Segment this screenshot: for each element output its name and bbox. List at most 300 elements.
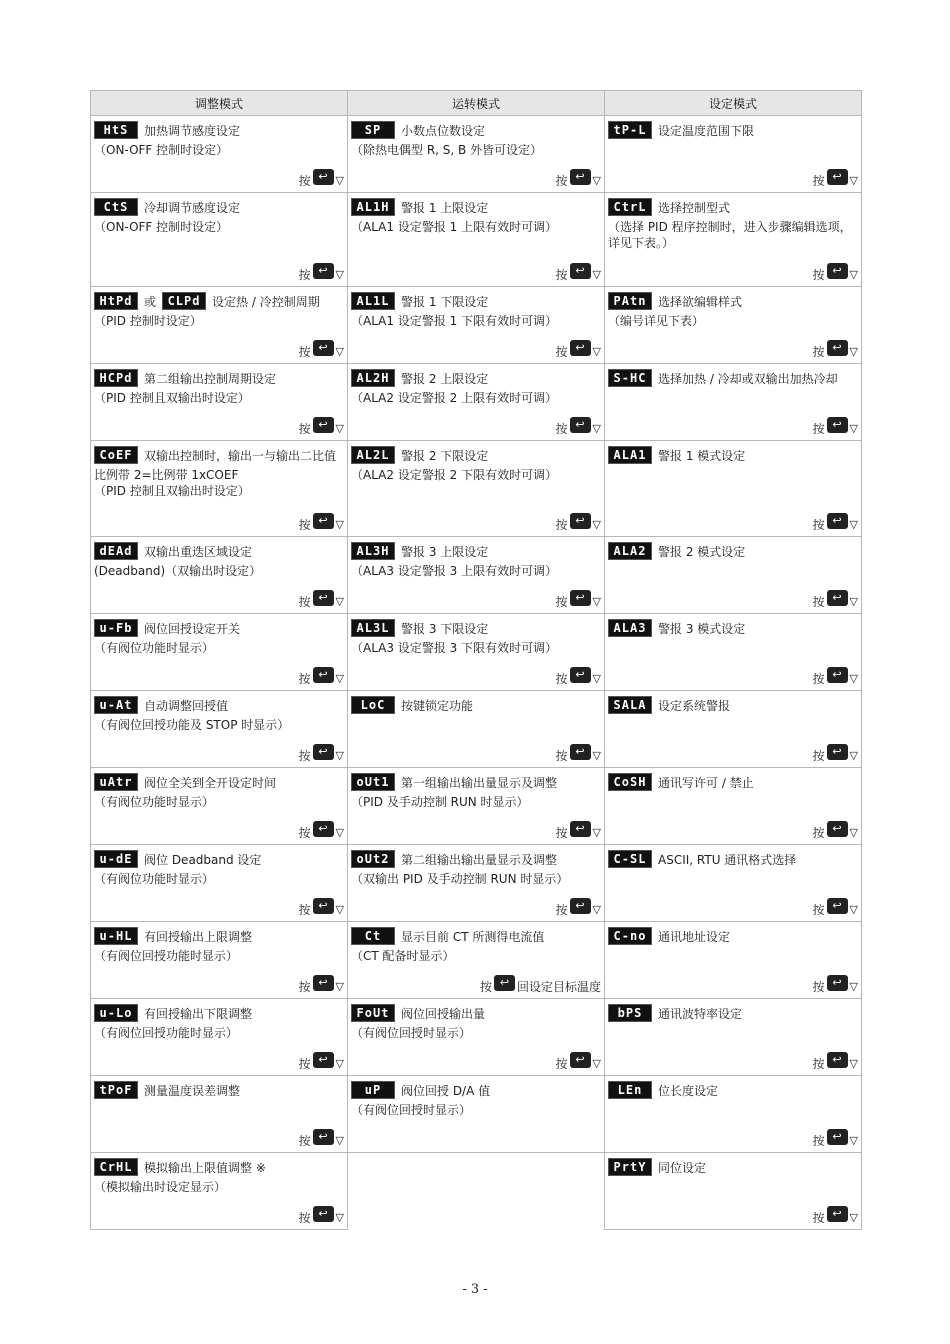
return-key-icon: ↩ (827, 417, 848, 433)
down-triangle-icon: ▽ (335, 1057, 344, 1070)
lcd-code-display: uAtr (94, 773, 138, 791)
press-label: 按 (298, 903, 311, 917)
down-triangle-icon: ▽ (849, 1211, 858, 1224)
parameter-cell (605, 999, 862, 1076)
lcd-code-display: u-At (94, 696, 138, 714)
return-key-icon: ↩ (827, 667, 848, 683)
down-triangle-icon: ▽ (849, 749, 858, 762)
press-label: 按 (812, 268, 825, 282)
parameter-cell (91, 116, 348, 193)
press-label: 按 (298, 422, 311, 436)
down-triangle-icon: ▽ (849, 595, 858, 608)
parameter-note: （ALA1 设定警报 1 上限有效时可调） (351, 220, 558, 234)
press-key-hint (479, 975, 601, 995)
return-key-icon: ↩ (313, 1052, 334, 1068)
parameter-title: 第二组输出控制周期设定 (144, 372, 277, 386)
lcd-code-display: AL2L (351, 446, 395, 464)
parameter-cell (91, 614, 348, 691)
lcd-code-display: tP-L (608, 121, 652, 139)
press-label: 按 (555, 268, 568, 282)
press-label: 按 (298, 345, 311, 359)
down-triangle-icon: ▽ (335, 174, 344, 187)
parameter-title: 阀位 Deadband 设定 (144, 853, 262, 867)
press-key-hint (298, 263, 344, 283)
parameter-note: （有阀位回授功能时显示） (94, 1026, 239, 1040)
parameter-title: 警报 2 模式设定 (658, 545, 746, 559)
press-label: 按 (555, 672, 568, 686)
parameter-note: （ALA3 设定警报 3 上限有效时可调） (351, 564, 558, 578)
lcd-code-display: PrtY (608, 1158, 652, 1176)
header-adjust-mode: 调整模式 (91, 91, 348, 116)
parameter-title: 显示目前 CT 所测得电流值 (401, 930, 545, 944)
parameter-title: 选择欲编辑样式 (658, 295, 743, 309)
parameter-title: 警报 3 下限设定 (401, 622, 489, 636)
press-key-hint (298, 417, 344, 437)
lcd-code-display: LoC (351, 696, 395, 714)
press-key-hint (298, 340, 344, 360)
parameter-title: 通讯波特率设定 (658, 1007, 743, 1021)
return-key-icon: ↩ (827, 1206, 848, 1222)
lcd-code-display: tPoF (94, 1081, 138, 1099)
parameter-title: 第一组输出输出量显示及调整 (401, 776, 558, 790)
return-key-icon: ↩ (313, 340, 334, 356)
lcd-code-display: FoUt (351, 1004, 395, 1022)
down-triangle-icon: ▽ (335, 749, 344, 762)
parameter-title: 双输出重迭区域设定 (144, 545, 253, 559)
return-key-icon: ↩ (827, 263, 848, 279)
lcd-code-display: Ct (351, 927, 395, 945)
press-label: 按 (812, 518, 825, 532)
parameter-note: （ALA2 设定警报 2 上限有效时可调） (351, 391, 558, 405)
parameter-note: 比例带 2=比例带 1xCOEF （PID 控制且双输出时设定） (94, 468, 250, 498)
parameter-title: 设定温度范围下限 (658, 124, 755, 138)
lcd-code-display: u-dE (94, 850, 138, 868)
parameter-title: 选择控制型式 (658, 201, 731, 215)
parameter-title: 阀位回授输出量 (401, 1007, 486, 1021)
press-label: 按 (812, 826, 825, 840)
lcd-code-display: AL3H (351, 542, 395, 560)
lcd-code-display: SP (351, 121, 395, 139)
lcd-code-display: PAtn (608, 292, 652, 310)
parameter-cell (348, 691, 605, 768)
parameter-cell (348, 768, 605, 845)
table-row (91, 1076, 862, 1153)
return-key-icon: ↩ (313, 590, 334, 606)
down-triangle-icon: ▽ (592, 518, 601, 531)
return-key-icon: ↩ (570, 667, 591, 683)
down-triangle-icon: ▽ (592, 268, 601, 281)
return-key-icon: ↩ (827, 1129, 848, 1145)
parameter-title: 阀位回授设定开关 (144, 622, 241, 636)
return-key-icon: ↩ (827, 898, 848, 914)
parameter-title: 按键锁定功能 (401, 699, 474, 713)
press-key-hint (812, 667, 858, 687)
parameter-cell (91, 287, 348, 364)
down-triangle-icon: ▽ (592, 1057, 601, 1070)
lcd-code-display: ALA1 (608, 446, 652, 464)
lcd-code-display: oUt1 (351, 773, 395, 791)
press-key-hint (555, 898, 601, 918)
press-label: 按 (298, 980, 311, 994)
return-key-icon: ↩ (570, 744, 591, 760)
parameter-title: 冷却调节感度设定 (144, 201, 241, 215)
return-key-icon: ↩ (313, 744, 334, 760)
lcd-code-display: C-no (608, 927, 652, 945)
down-triangle-icon: ▽ (849, 826, 858, 839)
parameter-title: 设定系统警报 (658, 699, 731, 713)
return-key-icon: ↩ (313, 169, 334, 185)
parameter-title: 警报 1 模式设定 (658, 449, 746, 463)
empty-cell (348, 1153, 605, 1230)
press-label: 按 (812, 595, 825, 609)
press-label: 按 (812, 749, 825, 763)
return-key-icon: ↩ (570, 263, 591, 279)
down-triangle-icon: ▽ (849, 345, 858, 358)
parameter-cell (605, 768, 862, 845)
parameter-title: 阀位全关到全开设定时间 (144, 776, 277, 790)
press-key-hint (812, 744, 858, 764)
return-key-icon: ↩ (313, 1206, 334, 1222)
return-key-icon: ↩ (570, 590, 591, 606)
press-label: 按 (555, 518, 568, 532)
press-label: 按 (555, 903, 568, 917)
parameter-title: 设定热 / 冷控制周期 (212, 295, 320, 309)
press-label: 按 (555, 595, 568, 609)
press-suffix: 回设定目标温度 (516, 980, 601, 994)
press-label: 按 (812, 422, 825, 436)
return-key-icon: ↩ (494, 975, 515, 991)
down-triangle-icon: ▽ (849, 268, 858, 281)
down-triangle-icon: ▽ (849, 903, 858, 916)
press-key-hint (298, 744, 344, 764)
press-key-hint (298, 898, 344, 918)
press-key-hint (298, 975, 344, 995)
press-key-hint (298, 1052, 344, 1072)
table-header-row (91, 91, 862, 116)
down-triangle-icon: ▽ (335, 826, 344, 839)
press-key-hint (555, 340, 601, 360)
parameter-title: 警报 2 下限设定 (401, 449, 489, 463)
parameter-title: 警报 3 上限设定 (401, 545, 489, 559)
return-key-icon: ↩ (313, 1129, 334, 1145)
press-label: 按 (298, 1211, 311, 1225)
parameter-title: 第二组输出输出量显示及调整 (401, 853, 558, 867)
parameter-note: （双输出 PID 及手动控制 RUN 时显示） (351, 872, 569, 886)
press-key-hint (555, 263, 601, 283)
parameter-cell (605, 537, 862, 614)
lcd-code-display: AL1H (351, 198, 395, 216)
lcd-code-display: bPS (608, 1004, 652, 1022)
table-row (91, 922, 862, 999)
press-key-hint (812, 898, 858, 918)
press-label: 按 (298, 518, 311, 532)
parameter-title: 小数点位数设定 (401, 124, 486, 138)
press-label: 按 (555, 422, 568, 436)
press-key-hint (555, 417, 601, 437)
parameter-note: （有阀位回授时显示） (351, 1103, 472, 1117)
lcd-code-display: C-SL (608, 850, 652, 868)
parameter-title: 警报 3 模式设定 (658, 622, 746, 636)
parameter-title: 测量温度误差调整 (144, 1084, 241, 1098)
return-key-icon: ↩ (827, 744, 848, 760)
parameter-cell (605, 1153, 862, 1230)
lcd-code-display: CtS (94, 198, 138, 216)
down-triangle-icon: ▽ (849, 422, 858, 435)
press-key-hint (555, 590, 601, 610)
parameter-cell (91, 922, 348, 999)
return-key-icon: ↩ (570, 513, 591, 529)
parameter-note: （PID 及手动控制 RUN 时显示） (351, 795, 529, 809)
parameter-cell (348, 614, 605, 691)
parameter-note: （有阀位功能时显示） (94, 795, 215, 809)
parameter-title: 加热调节感度设定 (144, 124, 241, 138)
lcd-code-display: u-Fb (94, 619, 138, 637)
press-label: 按 (298, 595, 311, 609)
return-key-icon: ↩ (313, 667, 334, 683)
press-key-hint (555, 1052, 601, 1072)
return-key-icon: ↩ (570, 898, 591, 914)
header-setting-mode: 设定模式 (605, 91, 862, 116)
parameter-cell (91, 1153, 348, 1230)
down-triangle-icon: ▽ (335, 518, 344, 531)
press-label: 按 (298, 268, 311, 282)
lcd-code-display: dEAd (94, 542, 138, 560)
table-row (91, 845, 862, 922)
parameter-cell (605, 441, 862, 537)
down-triangle-icon: ▽ (592, 672, 601, 685)
parameter-note: （有阀位回授功能时显示） (94, 949, 239, 963)
parameter-note: （模拟输出时设定显示） (94, 1180, 227, 1194)
parameter-title: 阀位回授 D/A 值 (401, 1084, 491, 1098)
lcd-code-display: CoSH (608, 773, 652, 791)
return-key-icon: ↩ (827, 821, 848, 837)
parameter-table (90, 90, 862, 1230)
parameter-title: 警报 1 下限设定 (401, 295, 489, 309)
lcd-code-display: HCPd (94, 369, 138, 387)
down-triangle-icon: ▽ (335, 268, 344, 281)
table-row (91, 999, 862, 1076)
parameter-note: （选择 PID 程序控制时，进入步骤编辑选项，详见下表。） (608, 220, 852, 250)
parameter-cell (91, 1076, 348, 1153)
return-key-icon: ↩ (570, 417, 591, 433)
parameter-cell (605, 364, 862, 441)
press-key-hint (812, 1206, 858, 1226)
lcd-code-display: uP (351, 1081, 395, 1099)
press-key-hint (298, 513, 344, 533)
parameter-cell (91, 999, 348, 1076)
parameter-cell (348, 845, 605, 922)
down-triangle-icon: ▽ (592, 826, 601, 839)
table-row (91, 614, 862, 691)
parameter-cell (91, 193, 348, 287)
press-key-hint (298, 821, 344, 841)
down-triangle-icon: ▽ (335, 422, 344, 435)
parameter-note: （ALA1 设定警报 1 下限有效时可调） (351, 314, 558, 328)
table-row (91, 116, 862, 193)
down-triangle-icon: ▽ (335, 1211, 344, 1224)
press-key-hint (298, 590, 344, 610)
lcd-code-display: LEn (608, 1081, 652, 1099)
parameter-cell (91, 537, 348, 614)
return-key-icon: ↩ (827, 590, 848, 606)
press-label: 按 (298, 672, 311, 686)
parameter-note: （ON-OFF 控制时设定） (94, 220, 229, 234)
press-label: 按 (555, 345, 568, 359)
lcd-code-display: HtS (94, 121, 138, 139)
press-label: 按 (812, 1134, 825, 1148)
parameter-title: 通讯写许可 / 禁止 (658, 776, 754, 790)
down-triangle-icon: ▽ (335, 980, 344, 993)
parameter-note: （ALA2 设定警报 2 下限有效时可调） (351, 468, 558, 482)
header-run-mode: 运转模式 (348, 91, 605, 116)
parameter-note: （PID 控制时设定） (94, 314, 202, 328)
down-triangle-icon: ▽ (592, 749, 601, 762)
table-row (91, 364, 862, 441)
press-label: 按 (298, 1134, 311, 1148)
parameter-cell (605, 116, 862, 193)
lcd-code-display: S-HC (608, 369, 652, 387)
press-label: 按 (555, 749, 568, 763)
press-key-hint (812, 169, 858, 189)
press-key-hint (812, 340, 858, 360)
press-key-hint (812, 1129, 858, 1149)
parameter-note: （有阀位功能时显示） (94, 641, 215, 655)
return-key-icon: ↩ (570, 821, 591, 837)
return-key-icon: ↩ (570, 169, 591, 185)
press-label: 按 (479, 980, 492, 994)
parameter-note: （ON-OFF 控制时设定） (94, 143, 229, 157)
down-triangle-icon: ▽ (849, 1057, 858, 1070)
press-key-hint (812, 821, 858, 841)
down-triangle-icon: ▽ (335, 672, 344, 685)
return-key-icon: ↩ (827, 513, 848, 529)
parameter-cell (348, 537, 605, 614)
parameter-cell (348, 1076, 605, 1153)
lcd-code-display: AL1L (351, 292, 395, 310)
parameter-note: （CT 配备时显示） (351, 949, 455, 963)
parameter-title: 选择加热 / 冷却或双输出加热冷却 (658, 372, 838, 386)
parameter-cell (348, 287, 605, 364)
press-label: 按 (555, 1057, 568, 1071)
press-label: 按 (812, 903, 825, 917)
parameter-cell (605, 691, 862, 768)
press-key-hint (298, 1206, 344, 1226)
lcd-code-display: AL2H (351, 369, 395, 387)
parameter-cell (91, 845, 348, 922)
table-row (91, 441, 862, 537)
parameter-cell (605, 922, 862, 999)
press-label: 按 (812, 1211, 825, 1225)
down-triangle-icon: ▽ (335, 595, 344, 608)
press-key-hint (812, 513, 858, 533)
table-row (91, 1153, 862, 1230)
press-key-hint (555, 169, 601, 189)
parameter-title: 双输出控制时，输出一与输出二比值 (144, 449, 337, 463)
press-label: 按 (812, 980, 825, 994)
parameter-title: ASCII, RTU 通讯格式选择 (658, 853, 797, 867)
press-key-hint (812, 975, 858, 995)
parameter-cell (348, 999, 605, 1076)
press-key-hint (298, 1129, 344, 1149)
down-triangle-icon: ▽ (592, 174, 601, 187)
lcd-code-display: SALA (608, 696, 652, 714)
press-label: 按 (812, 672, 825, 686)
lcd-code-display: oUt2 (351, 850, 395, 868)
press-key-hint (555, 667, 601, 687)
lcd-code-display: CLPd (162, 292, 206, 310)
press-label: 按 (812, 1057, 825, 1071)
parameter-title: 同位设定 (658, 1161, 707, 1175)
press-key-hint (298, 667, 344, 687)
down-triangle-icon: ▽ (849, 980, 858, 993)
parameter-note: （有阀位回授功能及 STOP 时显示） (94, 718, 290, 732)
table-row (91, 287, 862, 364)
table-row (91, 537, 862, 614)
parameter-note: （PID 控制且双输出时设定） (94, 391, 250, 405)
parameter-cell (605, 614, 862, 691)
down-triangle-icon: ▽ (335, 903, 344, 916)
parameter-title: 自动调整回授值 (144, 699, 229, 713)
parameter-cell (91, 441, 348, 537)
press-label: 按 (555, 826, 568, 840)
parameter-note: （编号详见下表） (608, 314, 705, 328)
parameter-note: （有阀位功能时显示） (94, 872, 215, 886)
parameter-cell (348, 441, 605, 537)
parameter-cell (91, 364, 348, 441)
parameter-title: 模拟输出上限值调整 ※ (144, 1161, 266, 1175)
lcd-code-display: ALA3 (608, 619, 652, 637)
return-key-icon: ↩ (570, 1052, 591, 1068)
parameter-title: 通讯地址设定 (658, 930, 731, 944)
press-label: 按 (298, 1057, 311, 1071)
press-label: 按 (555, 174, 568, 188)
parameter-title: 有回授输出上限调整 (144, 930, 253, 944)
return-key-icon: ↩ (570, 340, 591, 356)
down-triangle-icon: ▽ (849, 174, 858, 187)
parameter-cell (605, 845, 862, 922)
table-row (91, 193, 862, 287)
return-key-icon: ↩ (313, 821, 334, 837)
return-key-icon: ↩ (313, 263, 334, 279)
parameter-cell (605, 1076, 862, 1153)
return-key-icon: ↩ (313, 417, 334, 433)
parameter-note: (Deadband)（双输出时设定） (94, 564, 262, 578)
press-key-hint (812, 590, 858, 610)
return-key-icon: ↩ (827, 1052, 848, 1068)
press-label: 按 (298, 749, 311, 763)
parameter-cell (605, 193, 862, 287)
lcd-code-display: CrHL (94, 1158, 138, 1176)
press-label: 按 (812, 174, 825, 188)
parameter-note: （有阀位回授时显示） (351, 1026, 472, 1040)
parameter-cell (605, 287, 862, 364)
return-key-icon: ↩ (827, 340, 848, 356)
down-triangle-icon: ▽ (592, 345, 601, 358)
lcd-code-display: u-Lo (94, 1004, 138, 1022)
press-key-hint (812, 263, 858, 283)
press-key-hint (812, 1052, 858, 1072)
table-row (91, 768, 862, 845)
parameter-title: 警报 2 上限设定 (401, 372, 489, 386)
parameter-note: （ALA3 设定警报 3 下限有效时可调） (351, 641, 558, 655)
return-key-icon: ↩ (313, 513, 334, 529)
parameter-cell (348, 116, 605, 193)
lcd-code-display: HtPd (94, 292, 138, 310)
down-triangle-icon: ▽ (849, 518, 858, 531)
down-triangle-icon: ▽ (592, 595, 601, 608)
lcd-code-display: ALA2 (608, 542, 652, 560)
parameter-cell (348, 922, 605, 999)
